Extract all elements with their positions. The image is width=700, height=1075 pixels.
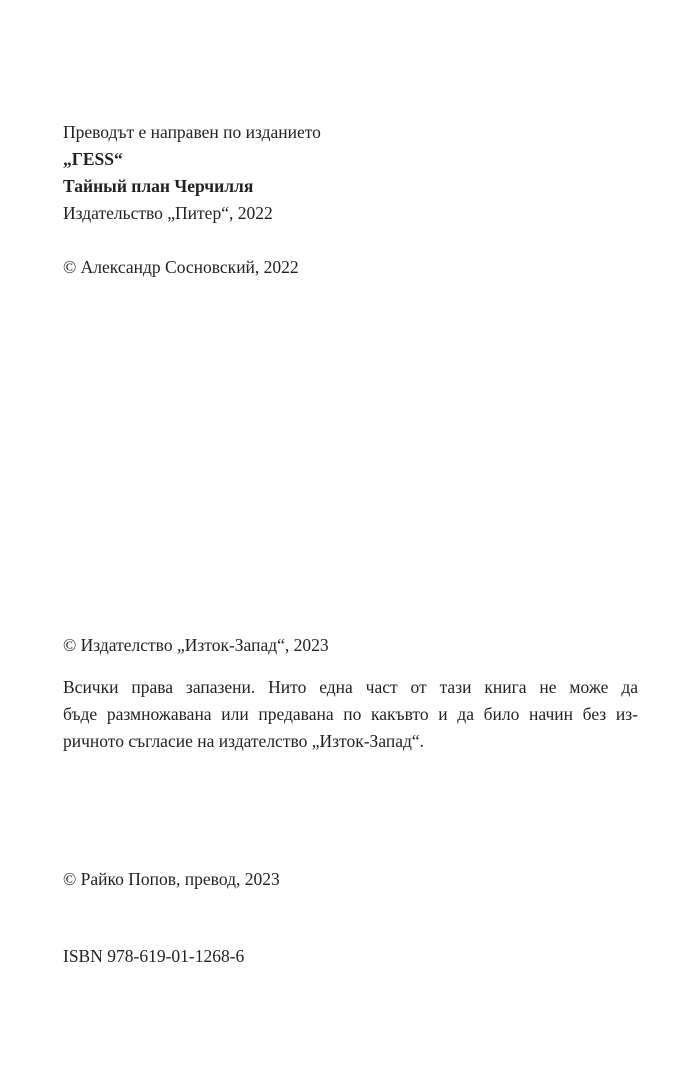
original-subtitle: Тайный план Черчилля [63,176,254,196]
isbn-text: ISBN 978-619-01-1268-6 [63,946,245,966]
rights-notice-line-3: ричното съгласие на издателство „Изток-Запад“. [63,731,425,751]
original-edition-info [63,119,638,227]
publisher-copyright-text: © Издателство „Изток-Запад“, 2023 [63,635,329,655]
isbn [63,943,638,970]
author-copyright [63,254,638,281]
rights-notice-line-2: бъде размножавана или предавана по какъвто и да било начин без из- [63,704,638,724]
rights-notice [63,674,638,755]
original-title: „ГESS“ [63,149,123,169]
rights-notice-line-1: Всички права запазени. Нито една част от тази книга не може да [63,677,638,697]
author-copyright-text: © Александр Сосновский, 2022 [63,257,299,277]
translation-source-intro: Преводът е направен по изданието [63,122,321,142]
original-publisher: Издательство „Питер“, 2022 [63,203,273,223]
publisher-copyright [63,632,638,659]
translator-copyright-text: © Райко Попов, превод, 2023 [63,869,280,889]
translator-copyright [63,866,638,893]
